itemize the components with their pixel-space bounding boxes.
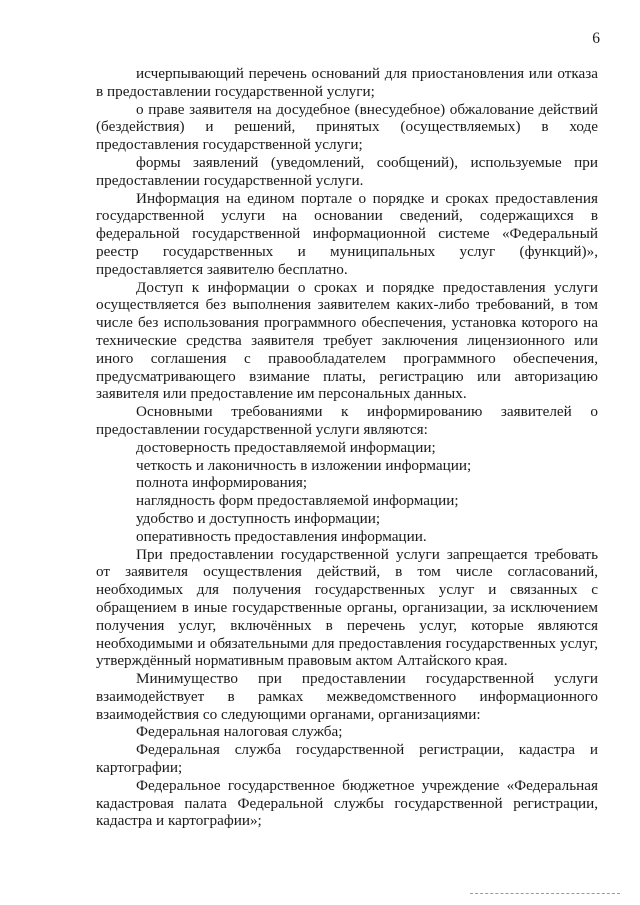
paragraph-application-forms: формы заявлений (уведомлений, сообщений), используемые при предоставлении государственной услуги. [96,153,598,189]
list-item-visual-forms: наглядность форм предоставляемой информации; [136,492,459,510]
paragraph-appeal-rights: о праве заявителя на досудебное (внесудебное) обжалование действий (бездействия) и решений, принятых (осуществляемых) в ходе предоставления государственной услуги; [96,100,598,154]
paragraph-interagency-cooperation: Минимущество при предоставлении государственной услуги взаимодействует в рамках межведомственного информационного взаимодействия со следующими органами, организациями: [96,670,598,723]
list-item-tax-service: Федеральная налоговая служба; [136,723,343,741]
list-item-accessibility: удобство и доступность информации; [136,509,381,527]
list-item-registration-service: Федеральная служба государственной регистрации, кадастра и картографии; [96,741,598,777]
list-item-reliability: достоверность предоставляемой информации; [136,438,436,456]
page-number: 6 [592,30,600,47]
paragraph-access-to-information: Доступ к информации о сроках и порядке предоставления услуги осуществляется без выполнения заявителем каких-либо требований, в том числе без использования программного обеспечения, установка которого на технические средства заявителя требует заключения лицензионного или иного соглашения с правообладателем программного обеспечения, предусматривающего взимание платы, регистрацию или авторизацию заявителя или предоставление им персональных данных. [96,278,598,403]
list-item-promptness: оперативность предоставления информации. [136,527,427,545]
list-item-completeness: полнота информирования; [136,474,308,492]
paragraph-requirements-intro: Основными требованиями к информированию заявителей о предоставлении государственной услуги являются: [96,403,598,438]
paragraph-unified-portal: Информация на едином портале о порядке и сроках предоставления государственной услуги на основании сведений, содержащихся в федеральной государственной информационной системе «Федеральный реестр государственных и муниципальных услуг (функций)», предоставляется заявителю бесплатно. [96,189,598,278]
paragraph-refusal-grounds: исчерпывающий перечень оснований для приостановления или отказа в предоставлении государственной услуги; [96,65,598,100]
list-item-clarity: четкость и лаконичность в изложении информации; [136,456,472,474]
scan-edge-line [470,893,620,895]
paragraph-prohibited-requirements: При предоставлении государственной услуги запрещается требовать от заявителя осуществления действий, в том числе согласований, необходимых для получения государственных услуг и связанных с обращением в иные государственные органы, организации, за исключением получения услуг, включённых в перечень услуг, которые являются необходимыми и обязательными для предоставления государственных услуг, утверждённый нормативным правовым актом Алтайского края. [96,545,598,670]
document-body [96,65,598,830]
list-item-cadastral-chamber: Федеральное государственное бюджетное учреждение «Федеральная кадастровая палата Федеральной службы государственной регистрации, кадастра и картографии»; [96,776,598,830]
